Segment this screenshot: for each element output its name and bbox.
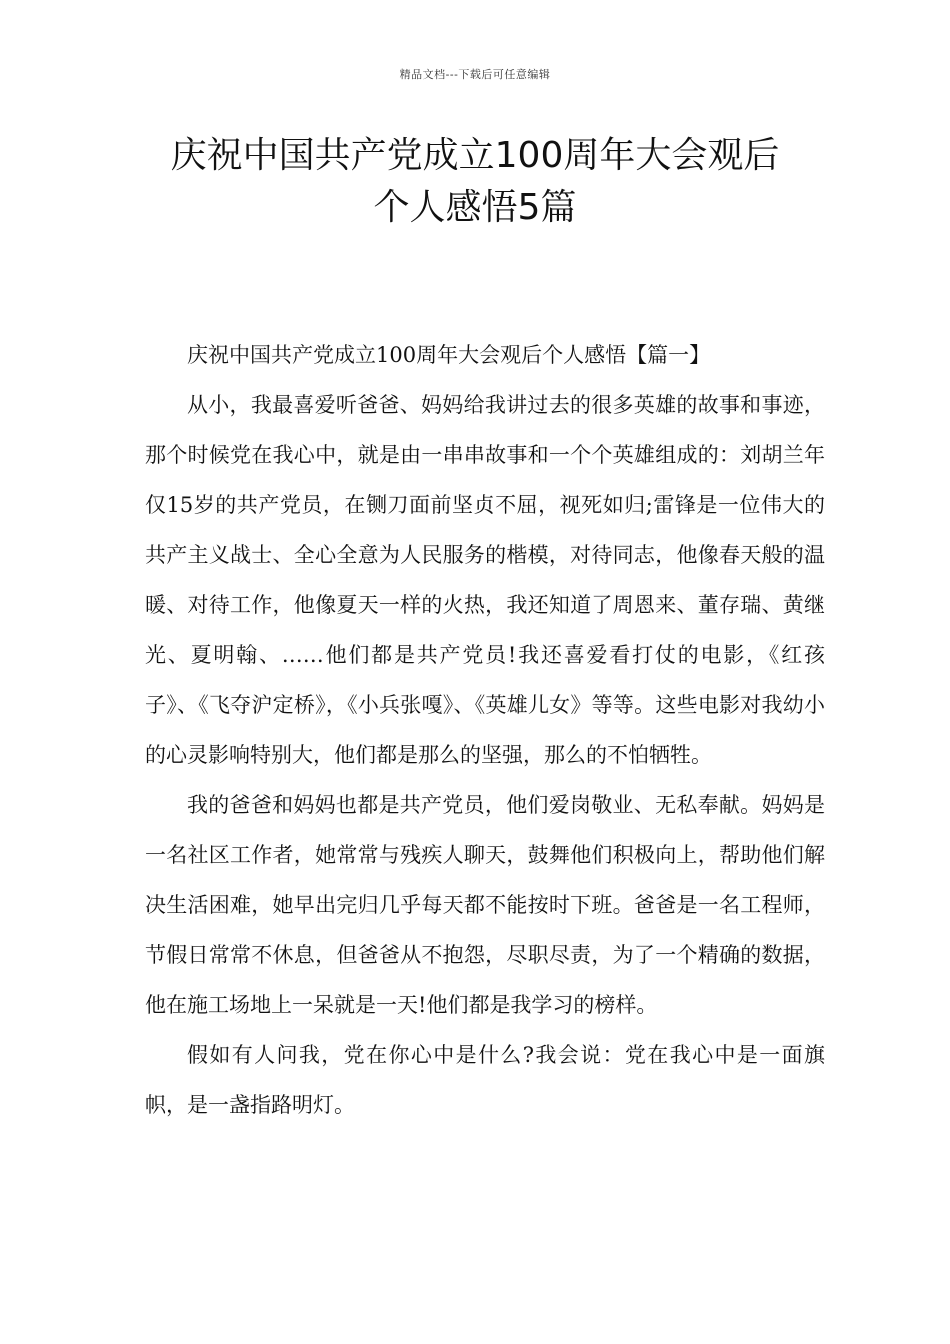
document-body [145, 330, 825, 1130]
section-heading: 庆祝中国共产党成立100周年大会观后个人感悟【篇一】 [187, 343, 711, 367]
header-note: 精品文档---下载后可任意编辑 [399, 68, 551, 81]
paragraph-3: 假如有人问我，党在你心中是什么?我会说：党在我心中是一面旗帜，是一盏指路明灯。 [145, 1043, 825, 1117]
paragraph-2: 我的爸爸和妈妈也都是共产党员，他们爱岗敬业、无私奉献。妈妈是一名社区工作者，她常常与残疾人聊天，鼓舞他们积极向上，帮助他们解决生活困难，她早出完归几乎每天都不能按时下班。爸爸是一名工程师，节假日常常不休息，但爸爸从不抱怨，尽职尽责，为了一个精确的数据，他在施工场地上一呆就是一天!他们都是我学习的榜样。 [145, 793, 825, 1017]
document-title [120, 130, 830, 234]
document-title-line-2: 个人感悟5篇 [373, 187, 577, 228]
document-title-line-1: 庆祝中国共产党成立100周年大会观后 [170, 135, 780, 176]
paragraph-1: 从小，我最喜爱听爸爸、妈妈给我讲过去的很多英雄的故事和事迹，那个时候党在我心中，就是由一串串故事和一个个英雄组成的：刘胡兰年仅15岁的共产党员，在铡刀面前坚贞不屈，视死如归;雷锋是一位伟大的共产主义战士、全心全意为人民服务的楷模，对待同志，他像春天般的温暖、对待工作，他像夏天一样的火热，我还知道了周恩来、董存瑞、黄继光、夏明翰、……他们都是共产党员!我还喜爱看打仗的电影，《红孩子》、《飞夺沪定桥》，《小兵张嘎》、《英雄儿女》等等。这些电影对我幼小的心灵影响特别大，他们都是那么的坚强，那么的不怕牺牲。 [145, 393, 825, 767]
